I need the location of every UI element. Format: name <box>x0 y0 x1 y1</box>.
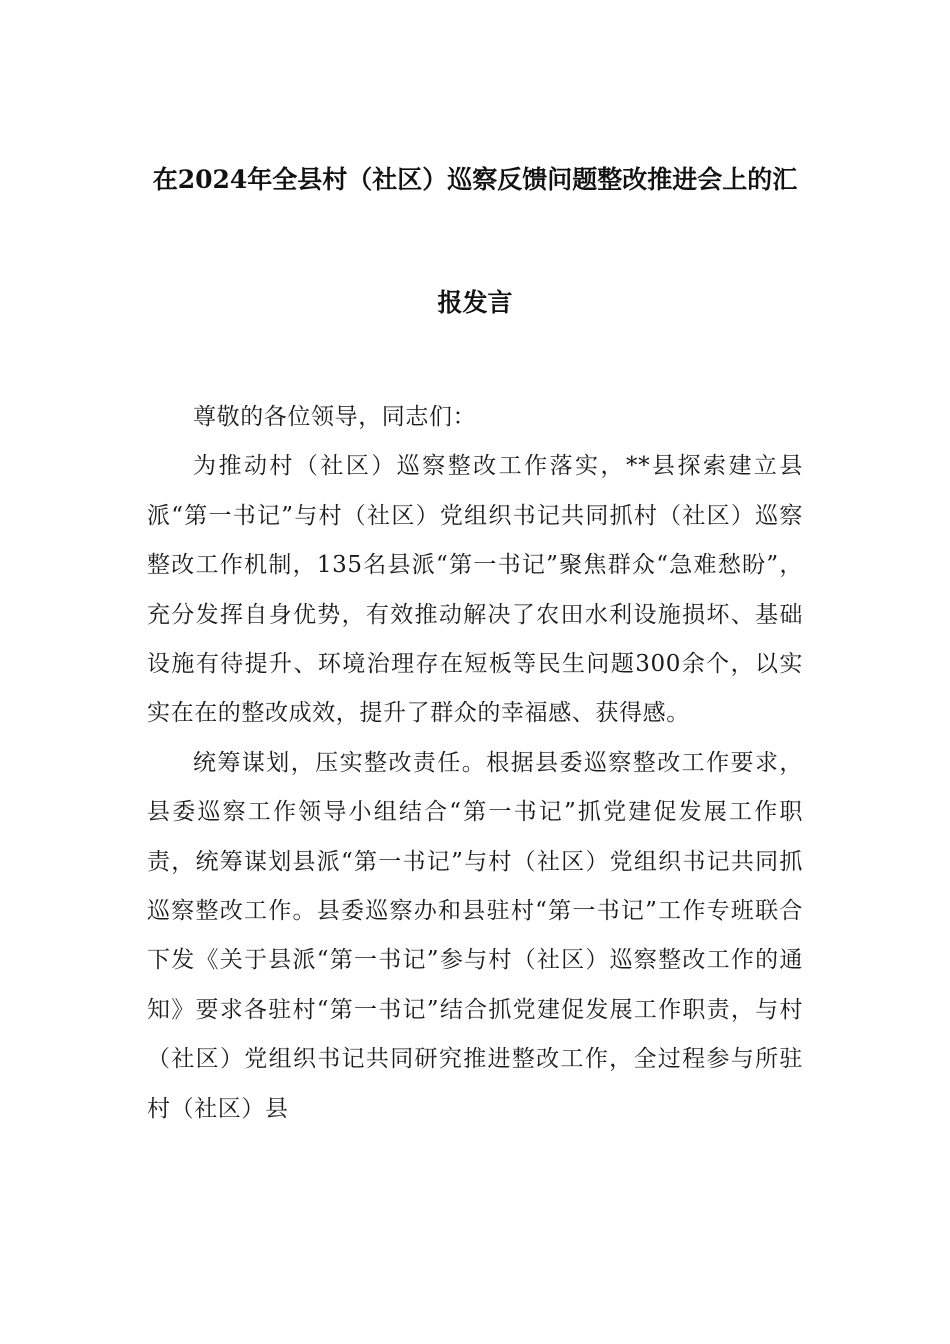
salutation: 尊敬的各位领导，同志们： <box>193 404 477 430</box>
document-body <box>147 393 803 1134</box>
document-title-line-1: 在2024年全县村（社区）巡察反馈问题整改推进会上的汇 <box>152 165 798 194</box>
paragraph-intro: 为推动村（社区）巡察整改工作落实，**县探索建立县派“第一书记”与村（社区）党组织书记共同抓村（社区）巡察整改工作机制，135名县派“第一书记”聚焦群众“急难愁盼”，充分发挥自身优势，有效推动解决了农田水利设施损坏、基础设施有待提升、环境治理存在短板等民生问题300余个，以实实在在的整改成效，提升了群众的幸福感、获得感。 <box>147 453 803 727</box>
document-title-line-2: 报发言 <box>437 288 513 317</box>
paragraph-planning: 统筹谋划，压实整改责任。根据县委巡察整改工作要求，县委巡察工作领导小组结合“第一书记”抓党建促发展工作职责，统筹谋划县派“第一书记”与村（社区）党组织书记共同抓巡察整改工作。县委巡察办和县驻村“第一书记”工作专班联合下发《关于县派“第一书记”参与村（社区）巡察整改工作的通知》要求各驻村“第一书记”结合抓党建促发展工作职责，与村（社区）党组织书记共同研究推进整改工作，全过程参与所驻村（社区）县 <box>147 749 803 1122</box>
